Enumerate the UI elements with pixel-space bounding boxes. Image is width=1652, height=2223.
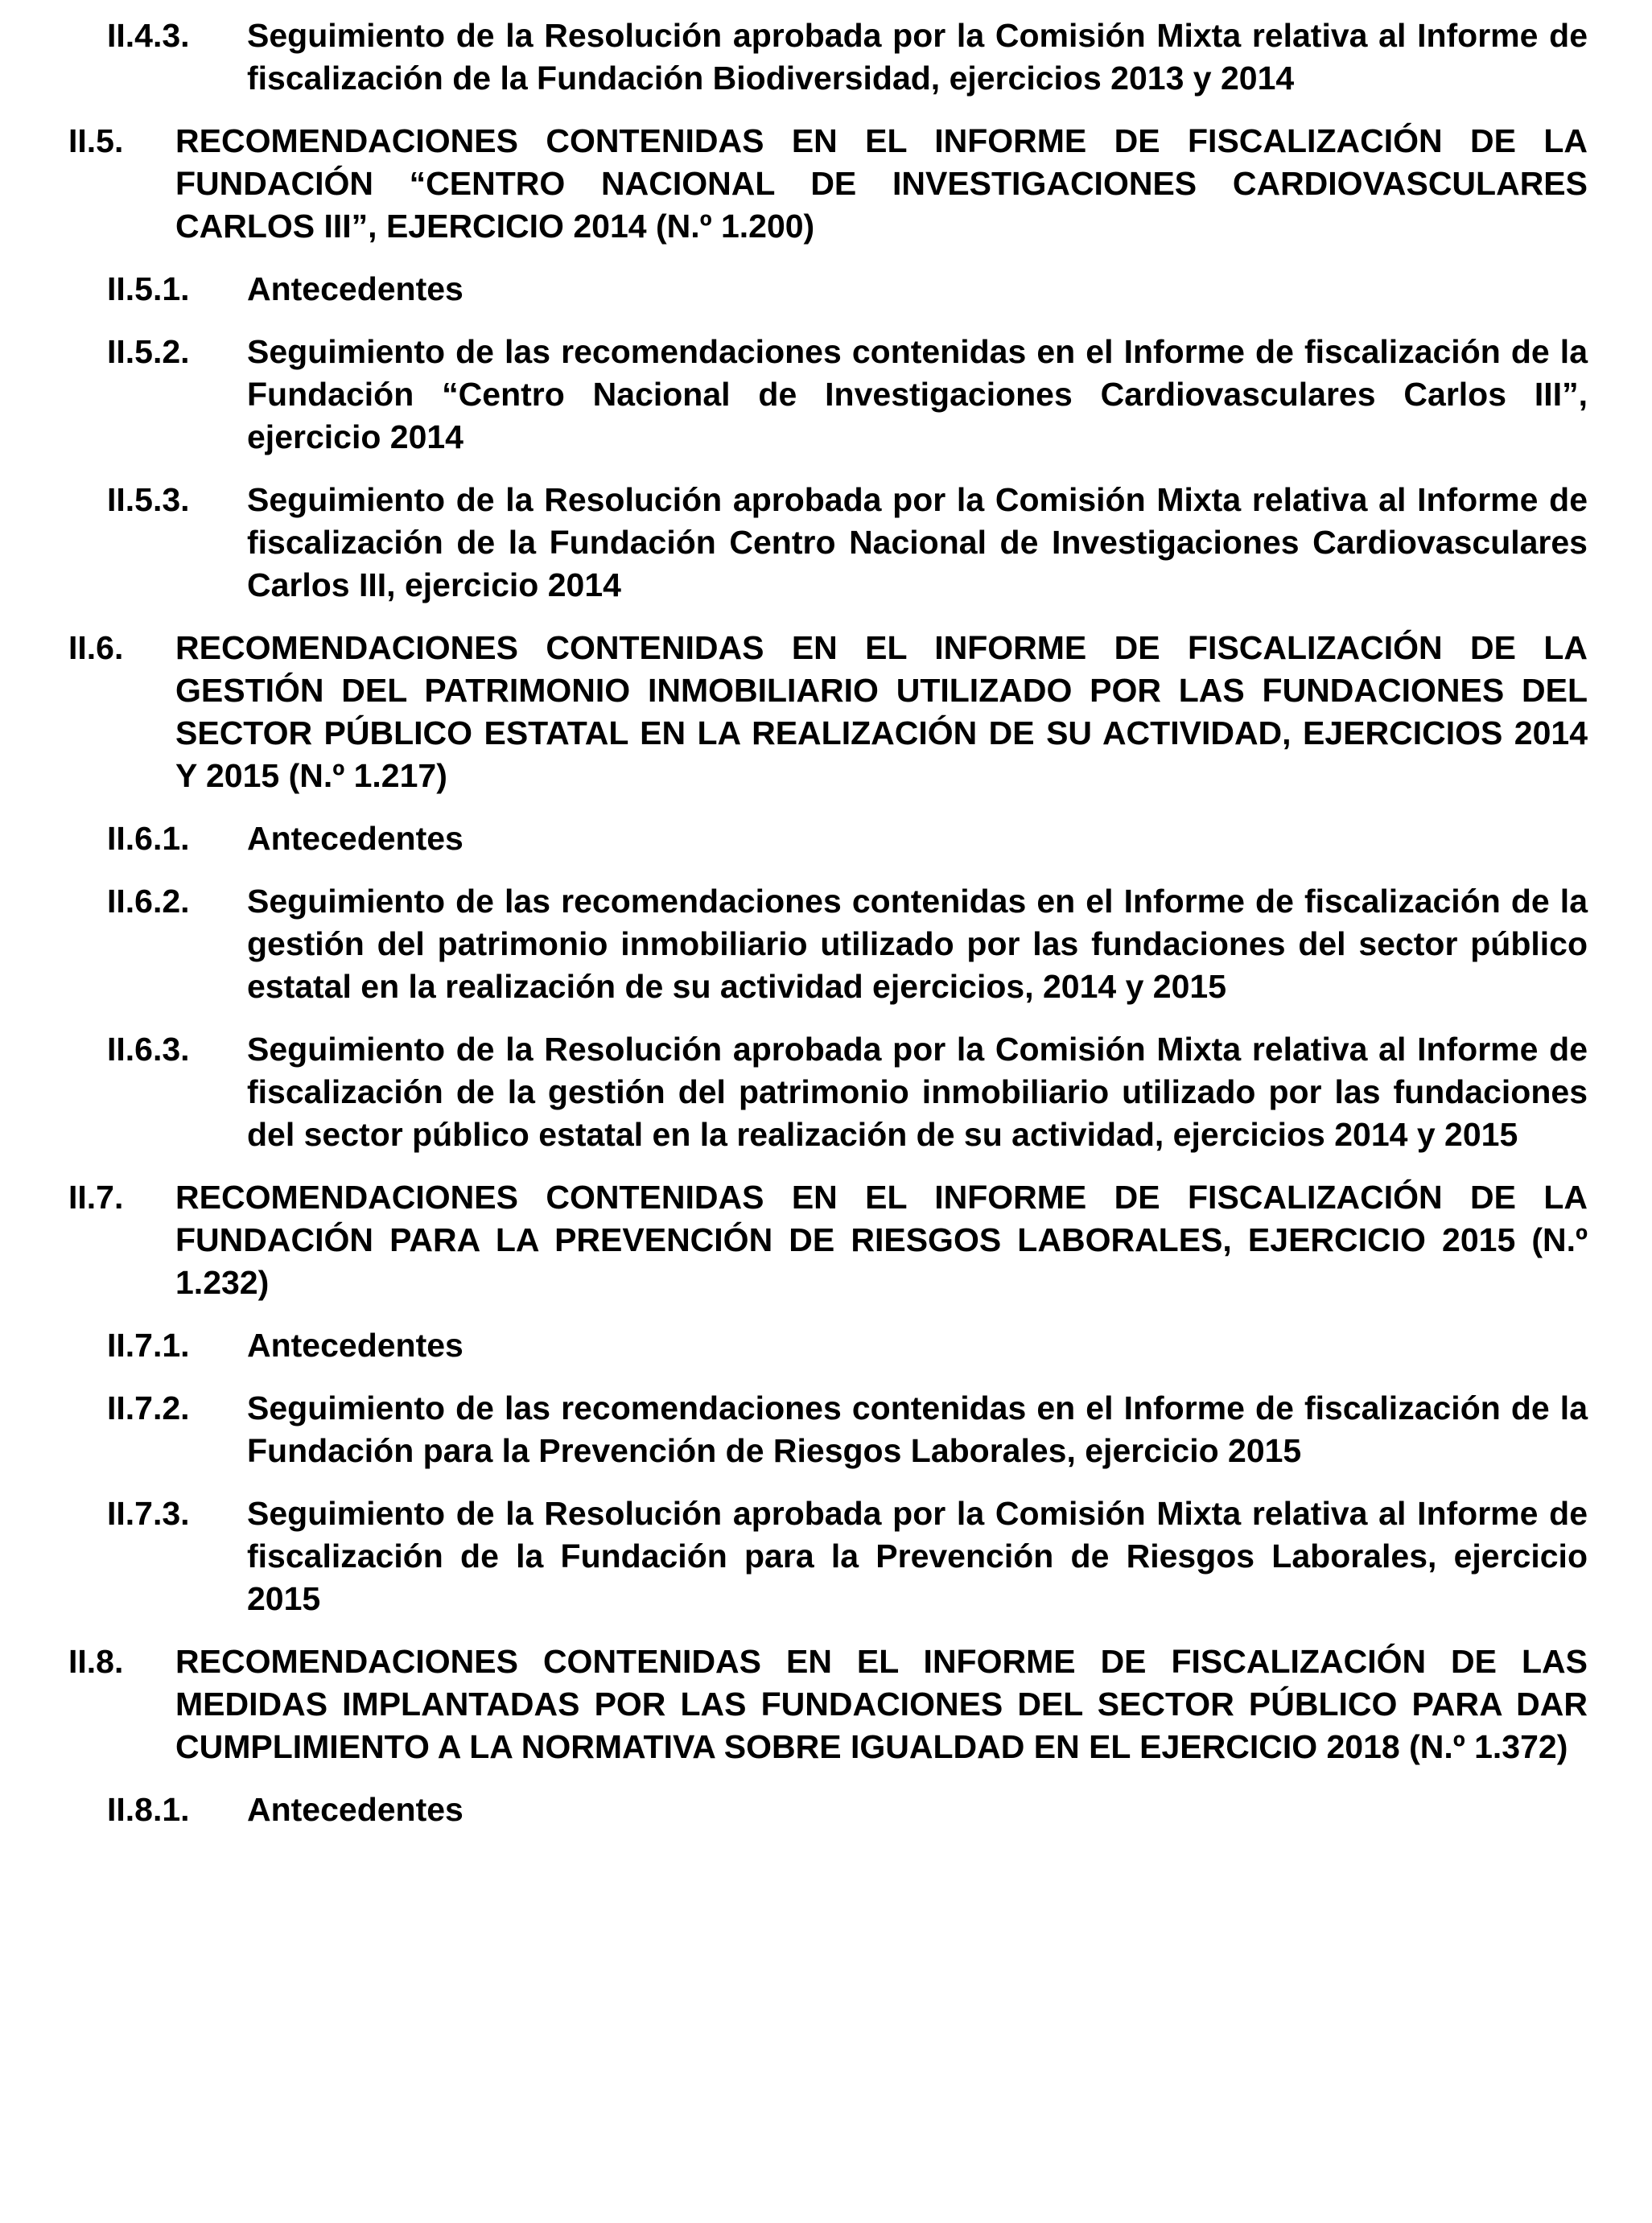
section-heading [0, 120, 1652, 248]
table-of-contents [0, 14, 1652, 1851]
section-number: II.7.1. [107, 1327, 190, 1364]
section-title: Antecedentes [247, 820, 463, 857]
section-title: Antecedentes [247, 270, 463, 307]
subsection-heading [0, 479, 1652, 607]
subsection-heading [0, 880, 1652, 1008]
section-number: II.6.1. [107, 820, 190, 857]
section-heading [0, 627, 1652, 797]
section-number: II.6.3. [107, 1031, 190, 1068]
subsection-heading [0, 817, 1652, 860]
section-number: II.5.3. [107, 481, 190, 518]
section-title: RECOMENDACIONES CONTENIDAS EN EL INFORME DE FISCALIZACIÓN DE LAS MEDIDAS IMPLANTADAS POR LAS FUNDACIONES DEL SECTOR PÚBLICO PARA DAR CUMPLIMIENTO A LA NORMATIVA SOBRE IGUALDAD EN EL EJERCICIO 2018 (N.º 1.372) [175, 1643, 1588, 1765]
section-title: Seguimiento de las recomendaciones contenidas en el Informe de fiscalización de la Fundación para la Prevención de Riesgos Laborales, ejercicio 2015 [247, 1389, 1588, 1469]
subsection-heading [0, 268, 1652, 311]
section-number: II.6. [68, 629, 124, 666]
subsection-heading [0, 1028, 1652, 1156]
subsection-heading [0, 1387, 1652, 1472]
section-number: II.4.3. [107, 17, 190, 54]
section-number: II.5.2. [107, 333, 190, 370]
section-title: Seguimiento de las recomendaciones contenidas en el Informe de fiscalización de la Fundación “Centro Nacional de Investigaciones Cardiovasculares Carlos III”, ejercicio 2014 [247, 333, 1588, 455]
section-number: II.8.1. [107, 1791, 190, 1828]
section-number: II.7. [68, 1179, 124, 1216]
section-number: II.7.3. [107, 1495, 190, 1532]
section-title: Antecedentes [247, 1791, 463, 1828]
section-title: RECOMENDACIONES CONTENIDAS EN EL INFORME DE FISCALIZACIÓN DE LA FUNDACIÓN “CENTRO NACIONAL DE INVESTIGACIONES CARDIOVASCULARES CARLOS III”, EJERCICIO 2014 (N.º 1.200) [175, 122, 1588, 245]
section-number: II.6.2. [107, 883, 190, 920]
section-number: II.5.1. [107, 270, 190, 307]
section-number: II.5. [68, 122, 124, 159]
subsection-heading [0, 331, 1652, 459]
section-title: Seguimiento de las recomendaciones contenidas en el Informe de fiscalización de la gestión del patrimonio inmobiliario utilizado por las fundaciones del sector público estatal en la realización de su actividad ejercicios, 2014 y 2015 [247, 883, 1588, 1005]
section-title: RECOMENDACIONES CONTENIDAS EN EL INFORME DE FISCALIZACIÓN DE LA GESTIÓN DEL PATRIMONIO INMOBILIARIO UTILIZADO POR LAS FUNDACIONES DEL SECTOR PÚBLICO ESTATAL EN LA REALIZACIÓN DE SU ACTIVIDAD, EJERCICIOS 2014 Y 2015 (N.º 1.217) [175, 629, 1588, 794]
section-title: Antecedentes [247, 1327, 463, 1364]
subsection-heading [0, 1324, 1652, 1367]
section-title: Seguimiento de la Resolución aprobada por la Comisión Mixta relativa al Informe de fiscalización de la gestión del patrimonio inmobiliario utilizado por las fundaciones del sector público estatal en la realización de su actividad, ejercicios 2014 y 2015 [247, 1031, 1588, 1153]
section-heading [0, 1176, 1652, 1304]
subsection-heading [0, 14, 1652, 100]
subsection-heading [0, 1492, 1652, 1620]
section-title: Seguimiento de la Resolución aprobada por la Comisión Mixta relativa al Informe de fiscalización de la Fundación para la Prevención de Riesgos Laborales, ejercicio 2015 [247, 1495, 1588, 1617]
section-title: RECOMENDACIONES CONTENIDAS EN EL INFORME DE FISCALIZACIÓN DE LA FUNDACIÓN PARA LA PREVENCIÓN DE RIESGOS LABORALES, EJERCICIO 2015 (N.º 1.232) [175, 1179, 1588, 1301]
section-number: II.8. [68, 1643, 124, 1680]
section-title: Seguimiento de la Resolución aprobada por la Comisión Mixta relativa al Informe de fiscalización de la Fundación Biodiversidad, ejercicios 2013 y 2014 [247, 17, 1588, 97]
section-title: Seguimiento de la Resolución aprobada por la Comisión Mixta relativa al Informe de fiscalización de la Fundación Centro Nacional de Investigaciones Cardiovasculares Carlos III, ejercicio 2014 [247, 481, 1588, 603]
section-heading [0, 1640, 1652, 1768]
subsection-heading [0, 1789, 1652, 1831]
section-number: II.7.2. [107, 1389, 190, 1426]
